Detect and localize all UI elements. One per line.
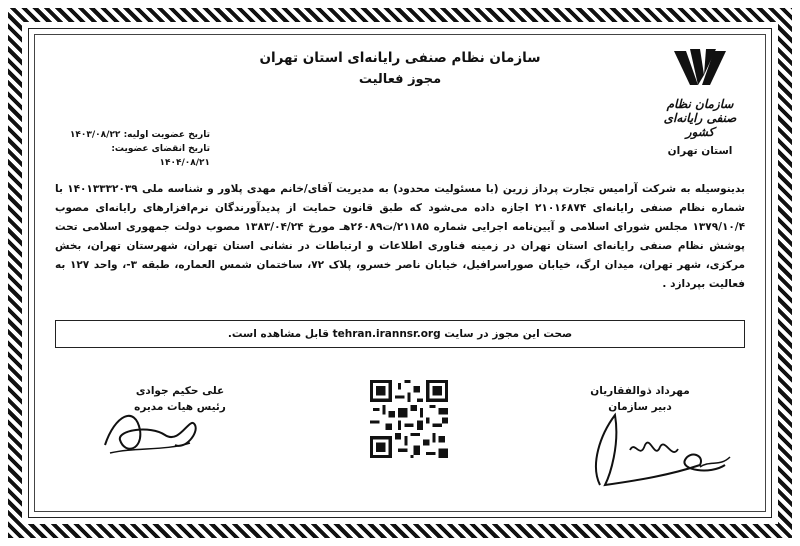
secretary-name: مهرداد ذوالفقاریان <box>590 385 690 397</box>
qr-code-icon <box>370 380 448 458</box>
chairman-role: رئیس هیات مدیره <box>134 401 226 413</box>
verification-text: صحت این مجوز در سایت tehran.irannsr.org قابل مشاهده است. <box>227 328 573 340</box>
chairman-signature-image <box>95 395 205 465</box>
organization-logo-icon <box>670 45 730 91</box>
verification-box <box>55 320 745 348</box>
document-title: مجوز فعالیت <box>358 72 442 87</box>
membership-first-date: تاریخ عضویت اولیه: ۱۴۰۳/۰۸/۲۲ <box>69 130 210 140</box>
organization-logo <box>650 45 750 157</box>
scanner-watermark <box>784 340 800 540</box>
membership-dates <box>60 128 210 170</box>
license-body-text: بدینوسیله به شرکت آرامیس تجارت پرداز زرین (با مسئولیت محدود) به مدیریت آقای/خانم مهدی پلاور و شناسه ملی ۱۴۰۱۳۳۳۲۰۳۹ با شماره نظام صنفی رایانه‌ای ۲۱۰۱۶۸۷۴ اجازه داده می‌شود که طبق قانون حمایت از پدیدآورندگان نرم‌افزارهای رایانه‌ای مصوب ۱۳۷۹/۱۰/۴ مجلس شورای اسلامی و آیین‌نامه اجرایی شماره ۲۱۱۸۵/ت۲۶۰۸۹هـ مورخ ۱۳۸۳/۰۴/۲۴ مصوب دولت جمهوری اسلامی تحت پوشش نظام صنفی رایانه‌ای استان تهران در زمینه فناوری اطلاعات و ارتباطات در نشانی استان تهران، شهرستان تهران، بخش مرکزی، شهر تهران، میدان ارگ، خیابان صوراسرافیل، خیابان ناصر خسرو، پلاک ۷۲، ساختمان شمس العماره، طبقه ۳-، واحد ۱۲۷ به فعالیت بپردازد . <box>55 183 746 290</box>
secretary-role: دبیر سازمان <box>608 401 672 413</box>
organization-title: سازمان نظام صنفی رایانه‌ای استان تهران <box>259 50 541 66</box>
membership-expiry-date: تاریخ انقضای عضویت: ۱۴۰۴/۰۸/۲۱ <box>111 144 210 168</box>
logo-organization-name: سازمان نظام صنفی رایانه‌ای کشور <box>663 97 737 139</box>
chairman-name: علی حکیم جوادی <box>135 385 225 397</box>
logo-province: استان تهران <box>667 145 733 157</box>
secretary-signature-image <box>580 405 740 495</box>
